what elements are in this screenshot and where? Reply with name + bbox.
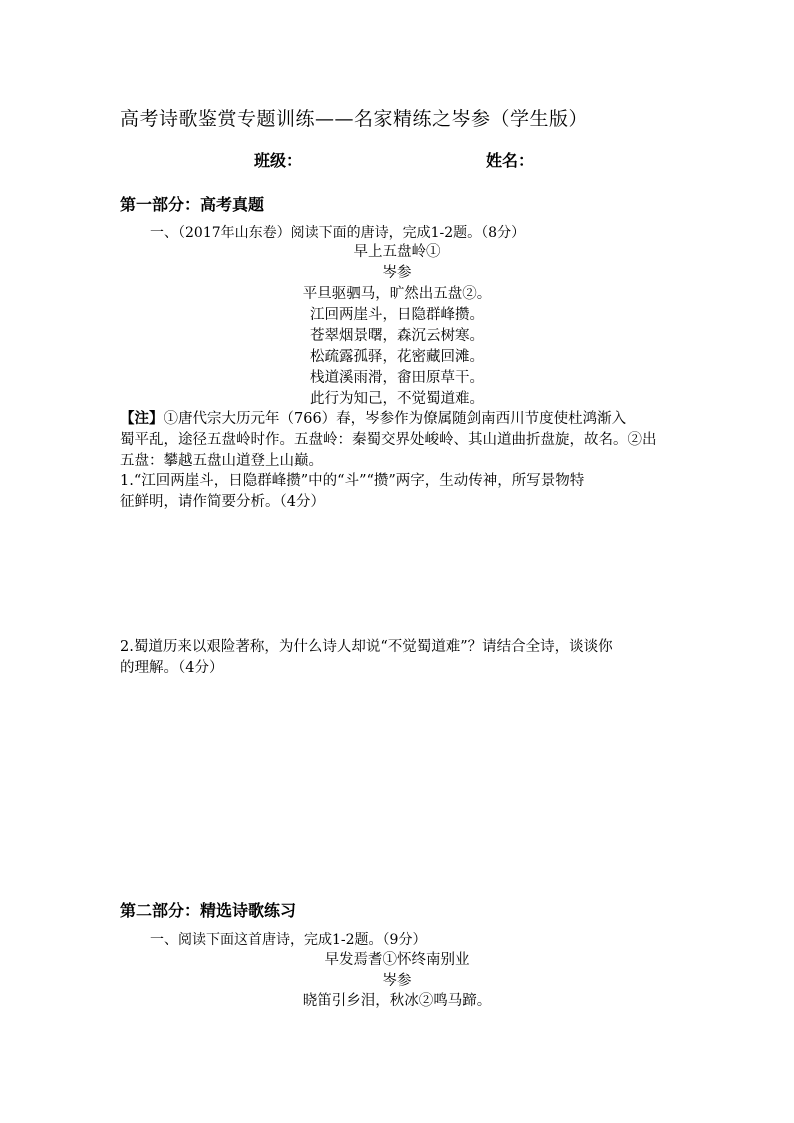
- class-field-label: 班级：: [254, 151, 303, 170]
- note-tag: 【注】: [120, 410, 164, 427]
- note-text: ①唐代宗大历元年（766）春，岑参作为僚属随剑南西川节度使杜鸿渐入: [163, 411, 627, 427]
- part2-question-intro: 一、阅读下面这首唐诗，完成1-2题。（9分）: [150, 932, 427, 948]
- poem2-title: 早发焉耆①怀终南别业: [324, 952, 470, 968]
- note-line: 蜀平乱，途径五盘岭时作。五盘岭：秦蜀交界处峻岭、其山道曲折盘旋，故名。②出: [120, 432, 657, 448]
- poem1-line: 苍翠烟景曙，森沉云树寒。: [310, 328, 484, 344]
- poem1-line: 江回两崖斗，日隐群峰攒。: [310, 307, 484, 323]
- poem1-author: 岑参: [382, 265, 412, 281]
- poem1-line: 栈道溪雨滑，畲田原草干。: [310, 370, 484, 386]
- name-field-label: 姓名：: [486, 151, 535, 170]
- poem2-author: 岑参: [382, 973, 412, 989]
- question-2-line: 的理解。（4分）: [120, 660, 224, 676]
- question-1-line: 征鲜明，请作简要分析。（4分）: [120, 494, 325, 510]
- poem1-title: 早上五盘岭①: [353, 244, 441, 260]
- part1-heading: 第一部分：高考真题: [120, 195, 265, 214]
- poem1-line: 此行为知己，不觉蜀道难。: [310, 391, 484, 407]
- part1-question-intro: 一、（2017年山东卷）阅读下面的唐诗，完成1-2题。（8分）: [150, 225, 526, 241]
- poem1-line: 平旦驱驷马，旷然出五盘②。: [302, 286, 492, 302]
- poem2-line: 晓笛引乡泪，秋冰②鸣马蹄。: [302, 993, 492, 1009]
- note-line: 五盘：攀越五盘山道登上山巅。: [120, 453, 323, 469]
- question-2-line: 2.蜀道历来以艰险著称，为什么诗人却说“不觉蜀道难”？请结合全诗，谈谈你: [120, 639, 613, 655]
- document-title: 高考诗歌鉴赏专题训练——名家精练之岑参（学生版）: [120, 108, 589, 130]
- note-line: [120, 408, 680, 430]
- poem1-note: [120, 408, 680, 472]
- part2-heading: 第二部分：精选诗歌练习: [120, 901, 297, 920]
- poem1-line: 松疏露孤驿，花密藏回滩。: [310, 349, 484, 365]
- question-1-line: 1.“江回两崖斗，日隐群峰攒”中的“斗”“攒”两字，生动传神，所写景物特: [120, 473, 585, 489]
- question-2: [120, 637, 680, 679]
- question-1: [120, 471, 680, 513]
